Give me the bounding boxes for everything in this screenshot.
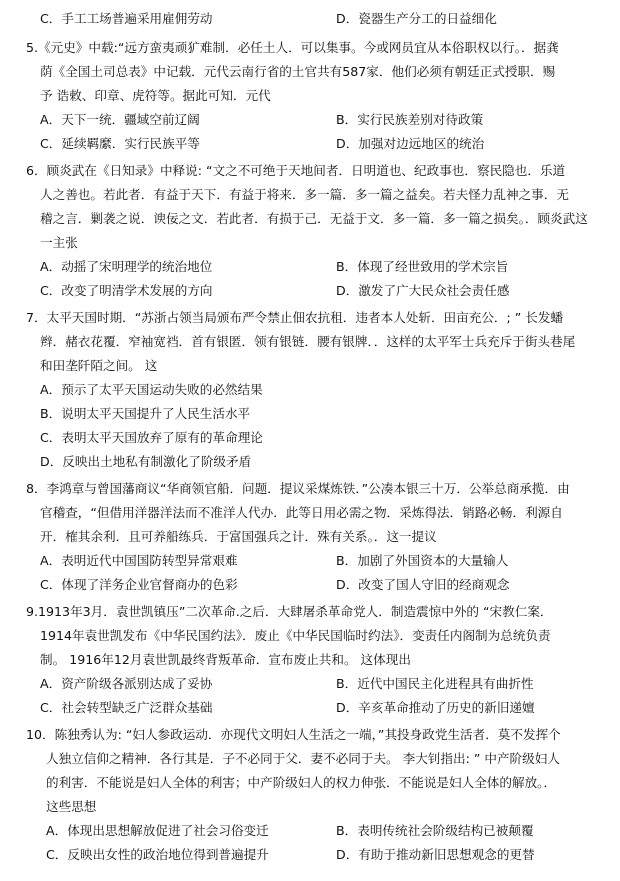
text-line: [0, 574, 620, 596]
line-text: 开．榷其余利．且可养船练兵．于富国强兵之计．殊有关系。．这一提议: [40, 529, 437, 544]
text-line: [0, 697, 620, 719]
text-line: [0, 724, 620, 746]
text-line: [0, 526, 620, 548]
line-text: 制。 1916年12月袁世凯最终背叛革命．宣布废止共和。 这体现出: [40, 652, 411, 667]
line-text: A．表明近代中国国防转型异常艰难: [40, 553, 238, 568]
text-line: [0, 403, 620, 425]
line-text: 和田垄阡陌之间。 这: [40, 358, 158, 373]
line-text: A．资产阶级各派别达成了妥协: [40, 676, 213, 691]
text-line: [0, 625, 620, 647]
line-text: C．社会转型缺乏广泛群众基础: [40, 700, 213, 715]
text-line: [0, 184, 620, 206]
line-text: 予 诰敕、印章、虎符等。据此可知．元代: [40, 88, 271, 103]
text-line: [0, 601, 620, 623]
text-line: [0, 133, 620, 155]
text-line: [0, 355, 620, 377]
line-text: C．体现了洋务企业官督商办的色彩: [40, 577, 238, 592]
text-line: [0, 280, 620, 302]
option-right: D．加强对边远地区的统治: [336, 136, 485, 151]
line-text: 人之善也。若此者．有益于天下．有益于将来．多一篇．多一篇之益矣。若夫怪力乱神之事．无: [40, 187, 569, 202]
text-line: [0, 37, 620, 59]
line-text: 9.1913年3月．袁世凯镇压”二次革命.之后．大肆屠杀革命党人．制造震惊中外的 “宋教仁案．: [26, 604, 553, 619]
text-line: [0, 649, 620, 671]
line-text: 1914年袁世凯发布《中华民国约法》．废止《中华民国临时约法》．变责任内阁制为总统负责: [40, 628, 551, 643]
line-text: D．反映出土地私有制激化了阶级矛盾: [40, 454, 252, 469]
line-text: A．动摇了宋明理学的统治地位: [40, 259, 213, 274]
text-line: [0, 232, 620, 254]
option-right: B．近代中国民主化进程具有曲折性: [336, 676, 534, 691]
option-right: B．加剧了外国资本的大量输人: [336, 553, 509, 568]
line-text: A．体现出思想解放促进了社会习俗变迁: [46, 823, 269, 838]
option-right: B．表明传统社会阶级结构已被颠覆: [336, 823, 534, 838]
text-line: [0, 160, 620, 182]
text-line: [0, 796, 620, 818]
line-text: C．手工工场普遍采用雇佣劳动: [40, 11, 213, 26]
line-text: C．表明太平天国放弃了原有的革命理论: [40, 430, 263, 445]
option-right: D．改变了国人守旧的经商观念: [336, 577, 510, 592]
text-line: [0, 256, 620, 278]
text-line: [0, 748, 620, 770]
text-line: [0, 85, 620, 107]
text-line: [0, 478, 620, 500]
text-line: [0, 502, 620, 524]
option-right: D．辛亥革命推动了历史的新旧递嬗: [336, 700, 535, 715]
text-line: [0, 331, 620, 353]
line-text: C．改变了明清学术发展的方向: [40, 283, 213, 298]
option-right: B．体现了经世致用的学术宗旨: [336, 259, 509, 274]
text-line: [0, 307, 620, 329]
text-line: [0, 61, 620, 83]
line-text: C．延续羁縻．实行民族平等: [40, 136, 200, 151]
line-text: 7．太平天国时期．“苏浙占领当局颁布严令禁止佃农抗租．违者本人处斩．田亩充公．; ” 长发蟠: [26, 310, 564, 325]
line-text: B．说明太平天国提升了人民生活水平: [40, 406, 251, 421]
text-line: [0, 844, 620, 866]
line-text: A．预示了太平天国运动失败的必然结果: [40, 382, 263, 397]
line-text: 10．陈独秀认为: “妇人参政运动．亦现代文明妇人生活之一端，”其投身政党生活者．莫不发挥个: [26, 727, 561, 742]
option-right: B．实行民族差别对待政策: [336, 112, 484, 127]
text-line: [0, 379, 620, 401]
line-text: 荫《全国土司总表》中记载．元代云南行省的土官共有587家．他们必须有朝廷正式授职．赐: [40, 64, 556, 79]
option-right: D．有助于推动新旧思想观念的更替: [336, 847, 535, 862]
text-line: [0, 550, 620, 572]
text-line: [0, 772, 620, 794]
line-text: C．反映出女性的政治地位得到普遍提升: [46, 847, 269, 862]
option-right: D．激发了广大民众社会责任感: [336, 283, 510, 298]
text-line: [0, 8, 620, 30]
text-line: [0, 208, 620, 230]
line-text: 的利害．不能说是妇人全体的利害；中产阶级妇人的权力伸张．不能说是妇人全体的解放。．: [46, 775, 557, 790]
text-line: [0, 820, 620, 842]
option-right: D．瓷器生产分工的日益细化: [336, 11, 497, 26]
line-text: 人独立信仰之精神．各行其是．子不必同于父．妻不必同于夫。 李大钊指出: ” 中产阶级妇人: [46, 751, 560, 766]
line-text: 一主张: [40, 235, 78, 250]
line-text: 6．顾炎武在《日知录》中释说: “文之不可绝于天地间者．日明道也、纪政事也．察民隐也．乐道: [26, 163, 566, 178]
line-text: 5.《元史》中载:“远方蛮夷顽犷难制．必任土人．可以集事。今或网员宜从本俗职权以行。．据龚: [26, 40, 559, 55]
text-line: [0, 109, 620, 131]
line-text: 稽之言．剿袭之说．谀佞之文．若此者．有损于己．无益于文．多一篇．多一篇之损矣。．顾炎武这: [40, 211, 588, 226]
line-text: 辫．赭衣花覆．窄袖宽裆．首有银匿．领有银链．腰有银牌．．这样的太平军士兵充斥于街头巷尾: [40, 334, 576, 349]
line-text: 这些思想: [46, 799, 97, 814]
text-line: [0, 427, 620, 449]
text-line: [0, 673, 620, 695]
line-text: A．天下一统．疆域空前辽阔: [40, 112, 200, 127]
text-line: [0, 451, 620, 473]
line-text: 官稽查，“但借用洋器洋法而不准洋人代办．此等日用必需之物．采炼得法．销路必畅．利源自: [40, 505, 563, 520]
line-text: 8．李鸿章与曾国藩商议“华商领官船．问题．提议采煤炼铁．”公凑本银三十万．公举总商承揽．由: [26, 481, 570, 496]
